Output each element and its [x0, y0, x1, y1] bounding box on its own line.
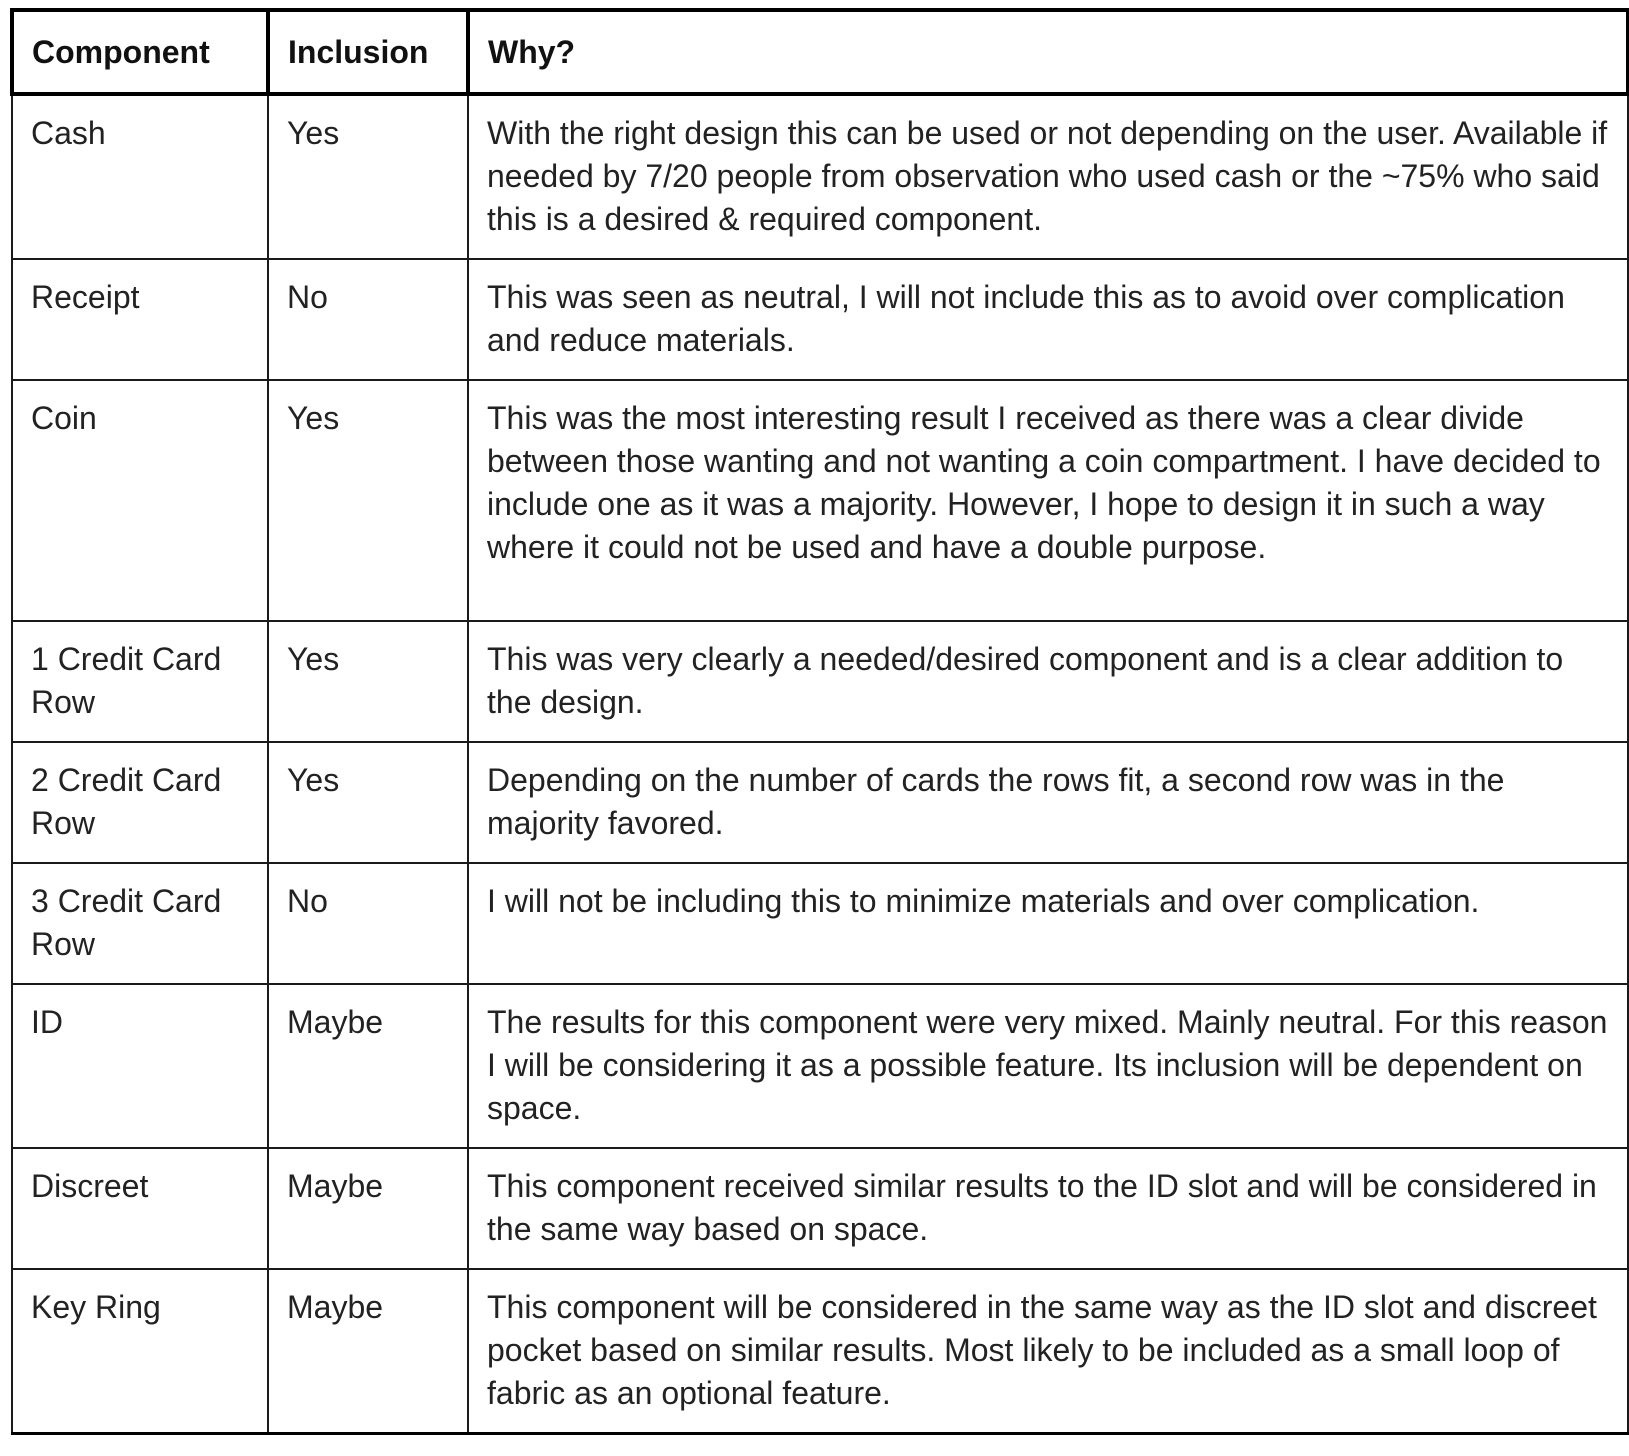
cell-inclusion: No: [268, 863, 468, 984]
cell-inclusion: Yes: [268, 380, 468, 621]
table-body: [12, 94, 1628, 1434]
cell-inclusion: Yes: [268, 621, 468, 742]
cell-component: Cash: [12, 94, 268, 259]
cell-why: This component received similar results to the ID slot and will be considered in the same way based on space.: [468, 1148, 1628, 1269]
cell-inclusion: Maybe: [268, 1269, 468, 1434]
table-header: [12, 10, 1628, 94]
cell-why: This was very clearly a needed/desired component and is a clear addition to the design.: [468, 621, 1628, 742]
header-component: Component: [12, 10, 268, 94]
components-table: [10, 8, 1629, 1435]
cell-why: Depending on the number of cards the rows fit, a second row was in the majority favored.: [468, 742, 1628, 863]
cell-component: Coin: [12, 380, 268, 621]
cell-inclusion: Yes: [268, 742, 468, 863]
table-row: [12, 94, 1628, 259]
cell-component: Discreet: [12, 1148, 268, 1269]
table-row: [12, 1269, 1628, 1434]
header-row: [12, 10, 1628, 94]
header-why: Why?: [468, 10, 1628, 94]
cell-why: This component will be considered in the same way as the ID slot and discreet pocket based on similar results. Most likely to be included as a small loop of fabric as an optional feature.: [468, 1269, 1628, 1434]
cell-inclusion: Maybe: [268, 1148, 468, 1269]
cell-component: Key Ring: [12, 1269, 268, 1434]
cell-why: This was seen as neutral, I will not include this as to avoid over complication and reduce materials.: [468, 259, 1628, 380]
cell-inclusion: Yes: [268, 94, 468, 259]
table-row: [12, 380, 1628, 621]
cell-why: With the right design this can be used or not depending on the user. Available if needed by 7/20 people from observation who used cash or the ~75% who said this is a desired & required component.: [468, 94, 1628, 259]
cell-inclusion: No: [268, 259, 468, 380]
cell-component: 1 Credit Card Row: [12, 621, 268, 742]
cell-component: ID: [12, 984, 268, 1148]
cell-why: The results for this component were very mixed. Mainly neutral. For this reason I will be considering it as a possible feature. Its inclusion will be dependent on space.: [468, 984, 1628, 1148]
table-row: [12, 259, 1628, 380]
cell-component: 2 Credit Card Row: [12, 742, 268, 863]
cell-why: This was the most interesting result I received as there was a clear divide between those wanting and not wanting a coin compartment. I have decided to include one as it was a majority. However, I hope to design it in such a way where it could not be used and have a double purpose.: [468, 380, 1628, 621]
cell-component: Receipt: [12, 259, 268, 380]
table-row: [12, 742, 1628, 863]
cell-inclusion: Maybe: [268, 984, 468, 1148]
header-inclusion: Inclusion: [268, 10, 468, 94]
cell-component: 3 Credit Card Row: [12, 863, 268, 984]
table-row: [12, 984, 1628, 1148]
cell-why: I will not be including this to minimize materials and over complication.: [468, 863, 1628, 984]
table-row: [12, 863, 1628, 984]
table-row: [12, 621, 1628, 742]
table-row: [12, 1148, 1628, 1269]
